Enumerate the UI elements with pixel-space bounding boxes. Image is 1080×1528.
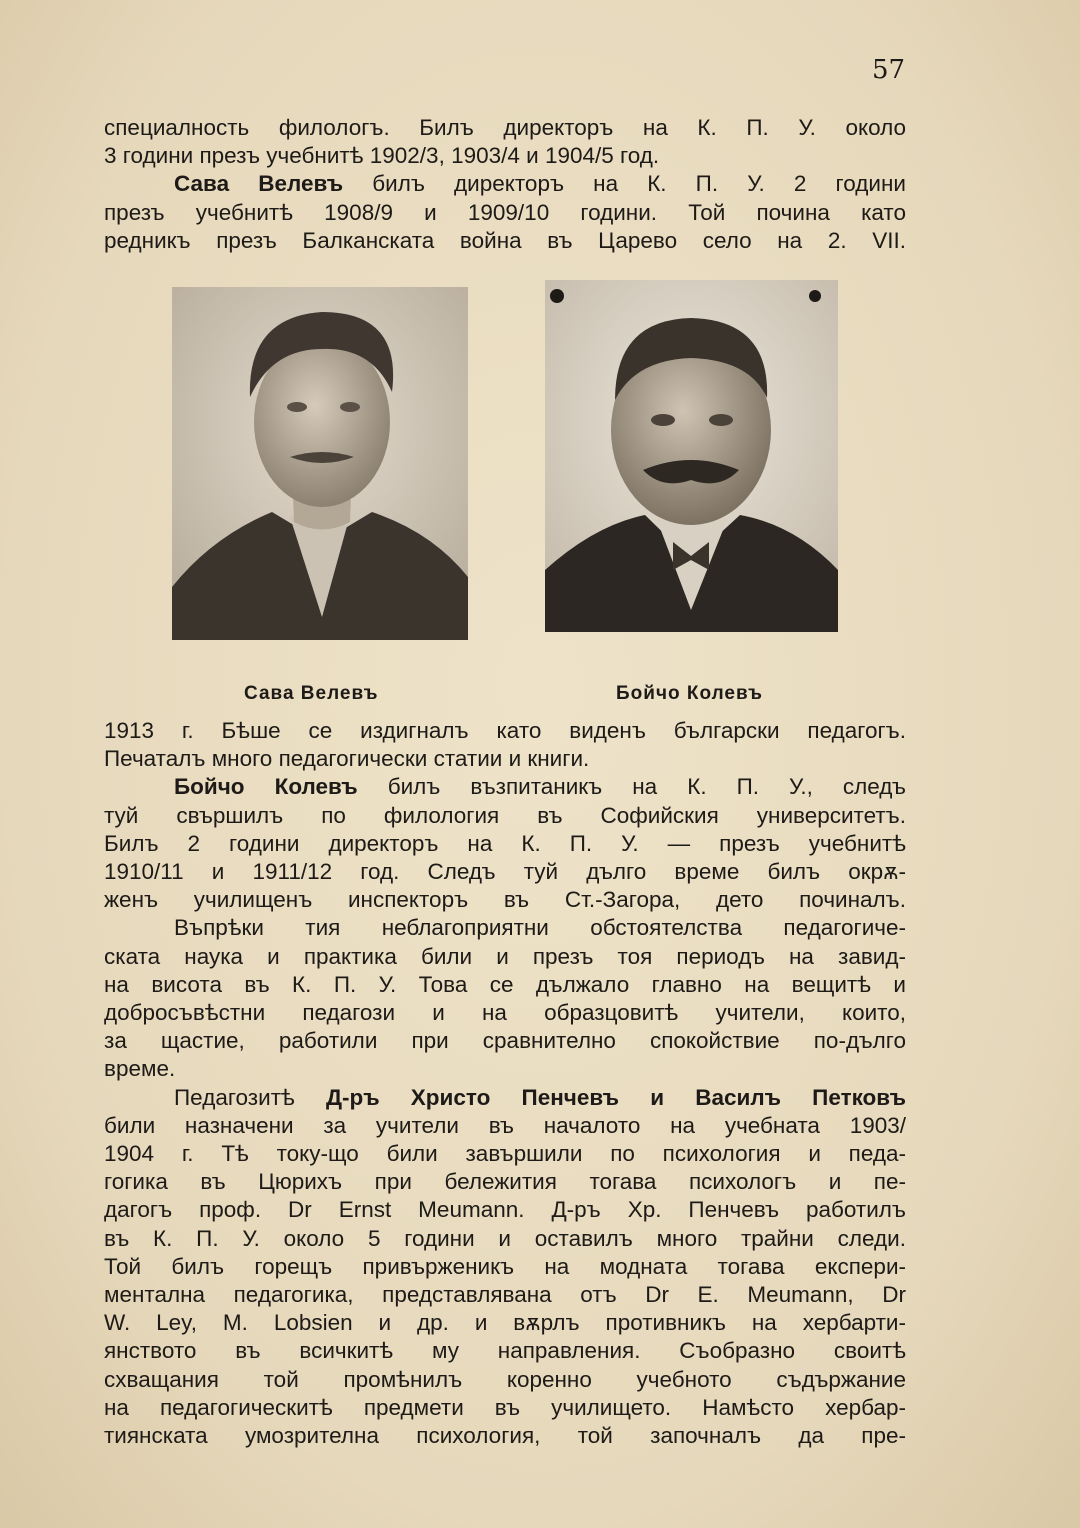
text-line: женъ училищенъ инспекторъ въ Ст.-Загора, дето починалъ. [104,887,906,913]
text-block-bottom [104,717,906,1450]
text-line: тиянската умозрителна психология, той започналъ да пре- [104,1423,906,1449]
text-line: време. [104,1056,176,1082]
text-line: Печаталъ много педагогически статии и книги. [104,746,590,772]
text-line: специалность филологъ. Билъ директоръ на К. П. У. около [104,115,906,140]
text-line: Билъ 2 години директоръ на К. П. У. — презъ учебнитѣ [104,830,906,856]
text-span: билъ възпитаникъ на К. П. У., следъ [357,774,906,800]
text-line: 1904 г. Тѣ току-що били завършили по психология и педа- [104,1141,906,1167]
portrait-image [545,280,838,632]
text-line: дагогъ проф. Dr Ernst Meumann. Д-ръ Хр. Пенчевъ работилъ [104,1197,906,1223]
text-line: 3 години презъ учебнитѣ 1902/3, 1903/4 и 1904/5 год. [104,143,660,169]
text-line: били назначени за учители въ началото на учебната 1903/ [104,1112,906,1138]
portrait-photo-sava-velev [172,287,468,640]
text-line: на педагогическитѣ предмети въ училището. Намѣсто хербар- [104,1394,906,1420]
text-line: туй свършилъ по филология въ Софийския университетъ. [104,802,906,828]
text-line [104,170,906,198]
portrait-image [172,287,468,640]
text-line: ската наука и практика били и презъ тоя периодъ на завид- [104,943,906,969]
text-line: въ К. П. У. около 5 години и оставилъ много трайни следи. [104,1225,906,1251]
text-line: презъ учебнитѣ 1908/9 и 1909/10 години. Той почина като [104,199,906,225]
text-line [104,773,906,801]
text-line: W. Ley, M. Lobsien и др. и вѫрлъ противникъ на хербарти- [104,1310,906,1336]
text-line: Той билъ горещъ привърженикъ на модната тогава експери- [104,1253,906,1279]
text-line [104,1084,906,1112]
text-block-top [104,114,906,255]
person-names-penchev-petkov: Д-ръ Христо Пенчевъ и Василъ Петковъ [325,1084,906,1110]
caption-boycho-kolev: Бойчо Колевъ [616,683,764,704]
caption-sava-velev: Сава Велевъ [244,683,379,704]
text-line: добросъвѣстни педагози и на образцовитѣ учители, които, [104,1000,906,1026]
text-line: за щастие, работили при сравнително спокойствие по-дълго [104,1028,906,1054]
person-name-boycho-kolev: Бойчо Колевъ [174,774,358,800]
text-line: редникъ презъ Балканската война въ Царево село на 2. VII. [104,227,906,253]
page-number: 57 [872,55,906,85]
text-line: 1910/11 и 1911/12 год. Следъ туй дълго време билъ окрѫ- [104,859,906,885]
text-line: гогика въ Цюрихъ при бележития тогава психологъ и пе- [104,1169,906,1195]
text-line: схващания той промѣнилъ коренно учебното съдържание [104,1366,906,1392]
text-span: билъ директоръ на К. П. У. 2 години [343,171,906,197]
text-line: янството въ всичкитѣ му направления. Съобразно своитѣ [104,1338,906,1364]
text-line: ментална педагогика, представлявана отъ Dr E. Meumann, Dr [104,1282,906,1308]
text-line: Въпрѣки тия неблагоприятни обстоятелства педагогиче- [174,915,906,941]
text-line: на висота въ К. П. У. Това се дължало главно на вещитѣ и [104,971,906,997]
person-name-sava-velev: Сава Велевъ [174,171,344,197]
text-line: 1913 г. Бѣше се издигналъ като виденъ български педагогъ. [104,718,906,743]
portrait-photo-boycho-kolev [545,280,838,632]
text-span: Педагозитѣ [174,1084,326,1110]
